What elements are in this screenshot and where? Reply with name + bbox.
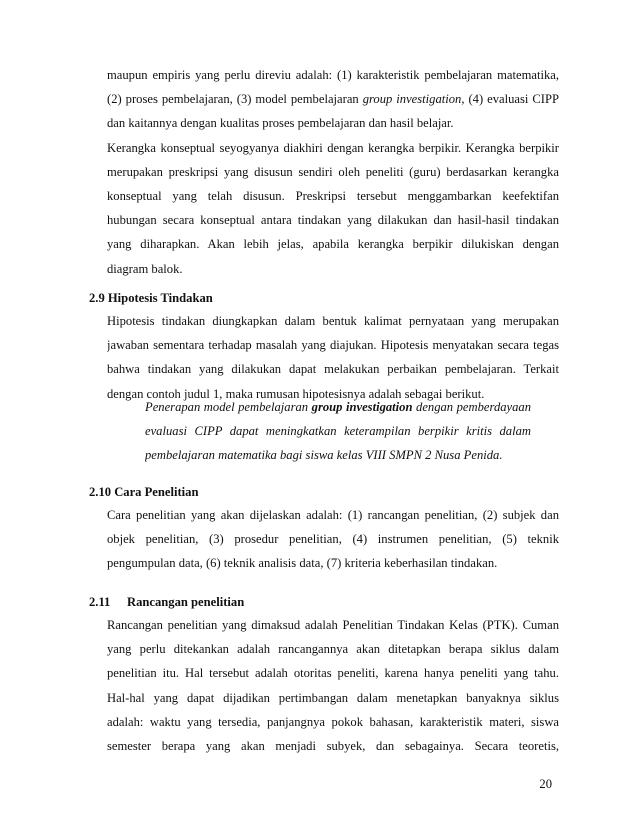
page-number: 20 (539, 777, 552, 791)
text-line: objek penelitian, (3) prosedur penelitian, (4) instrumen penelitian, (5) teknik (107, 532, 559, 547)
italic-term: group investigation (362, 92, 462, 107)
text-line: yang diharapkan. Akan lebih jelas, apabila kerangka berpikir dilukiskan dengan (107, 237, 559, 252)
text-line: hubungan secara konseptual antara tindakan yang dilakukan dan hasil-hasil tindakan (107, 213, 559, 228)
paragraph-review-topics (107, 63, 559, 136)
section-heading-2-11 (89, 591, 244, 613)
bold-term: group investigation (311, 400, 413, 414)
paragraph-research-design (107, 613, 559, 758)
text-line: pembelajaran matematika bagi siswa kelas VIII SMPN 2 Nusa Penida. (145, 448, 503, 463)
text-line: evaluasi CIPP dapat meningkatkan keterampilan berpikir kritis dalam (145, 424, 531, 439)
text-span: (2) proses pembelajaran, (3) model pembelajaran (107, 92, 363, 107)
text-line: konseptual yang telah disusun. Preskripsi tersebut menggambarkan keefektifan (107, 188, 559, 203)
text-line (145, 395, 531, 419)
text-line: Rancangan penelitian yang dimaksud adalah Penelitian Tindakan Kelas (PTK). Cuman (107, 618, 559, 632)
hypothesis-statement (145, 395, 531, 468)
text-span: Penerapan model pembelajaran (145, 400, 312, 414)
text-line: dan kaitannya dengan kualitas proses pembelajaran dan hasil belajar. (107, 116, 454, 131)
text-line: Kerangka konseptual seyogyanya diakhiri dengan kerangka berpikir. Kerangka berpikir (107, 140, 559, 155)
text-line: Cara penelitian yang akan dijelaskan adalah: (1) rancangan penelitian, (2) subjek dan (107, 508, 559, 522)
text-line: diagram balok. (107, 261, 183, 276)
paragraph-framework (107, 136, 559, 281)
section-number: 2.11 (89, 595, 111, 609)
text-line: pengumpulan data, (6) teknik analisis data, (7) kriteria keberhasilan tindakan. (107, 556, 498, 571)
text-line (107, 87, 559, 111)
text-span: dengan pemberdayaan (412, 400, 531, 414)
section-title: Rancangan penelitian (127, 595, 245, 609)
text-line: Hipotesis tindakan diungkapkan dalam bentuk kalimat pernyataan yang merupakan (107, 314, 559, 328)
section-heading-2-9: 2.9 Hipotesis Tindakan (89, 291, 213, 305)
text-line: penelitian itu. Hal tersebut adalah otoritas peneliti, karena hanya peneliti yang tahu. (107, 666, 559, 681)
text-line: yang perlu ditekankan adalah rancangannya akan ditetapkan berapa siklus dalam (107, 642, 559, 657)
text-line: semester berapa yang akan menjadi subyek, dan sebagainya. Secara teoretis, (107, 738, 559, 753)
paragraph-research-method (107, 503, 559, 576)
text-line: merupakan preskripsi yang disusun sendiri oleh peneliti (guru) berdasarkan kerangka (107, 164, 559, 179)
text-span: , (4) evaluasi CIPP (461, 92, 559, 107)
text-line: maupun empiris yang perlu direviu adalah: (1) karakteristik pembelajaran matematika, (107, 68, 559, 82)
section-heading-2-10: 2.10 Cara Penelitian (89, 485, 199, 499)
text-line: dengan contoh judul 1, maka rumusan hipotesisnya adalah sebagai berikut. (107, 386, 485, 401)
paragraph-hypothesis (107, 309, 559, 406)
text-line: jawaban sementara terhadap masalah yang diajukan. Hipotesis menyatakan secara tegas (107, 338, 559, 353)
text-line: Hal-hal yang dapat dijadikan pertimbangan dalam menetapkan banyaknya siklus (107, 690, 559, 705)
text-line: adalah: waktu yang tersedia, panjangnya pokok bahasan, karakteristik materi, siswa (107, 714, 559, 729)
text-line: bahwa tindakan yang dilakukan dapat melakukan perbaikan pembelajaran. Terkait (107, 362, 559, 377)
